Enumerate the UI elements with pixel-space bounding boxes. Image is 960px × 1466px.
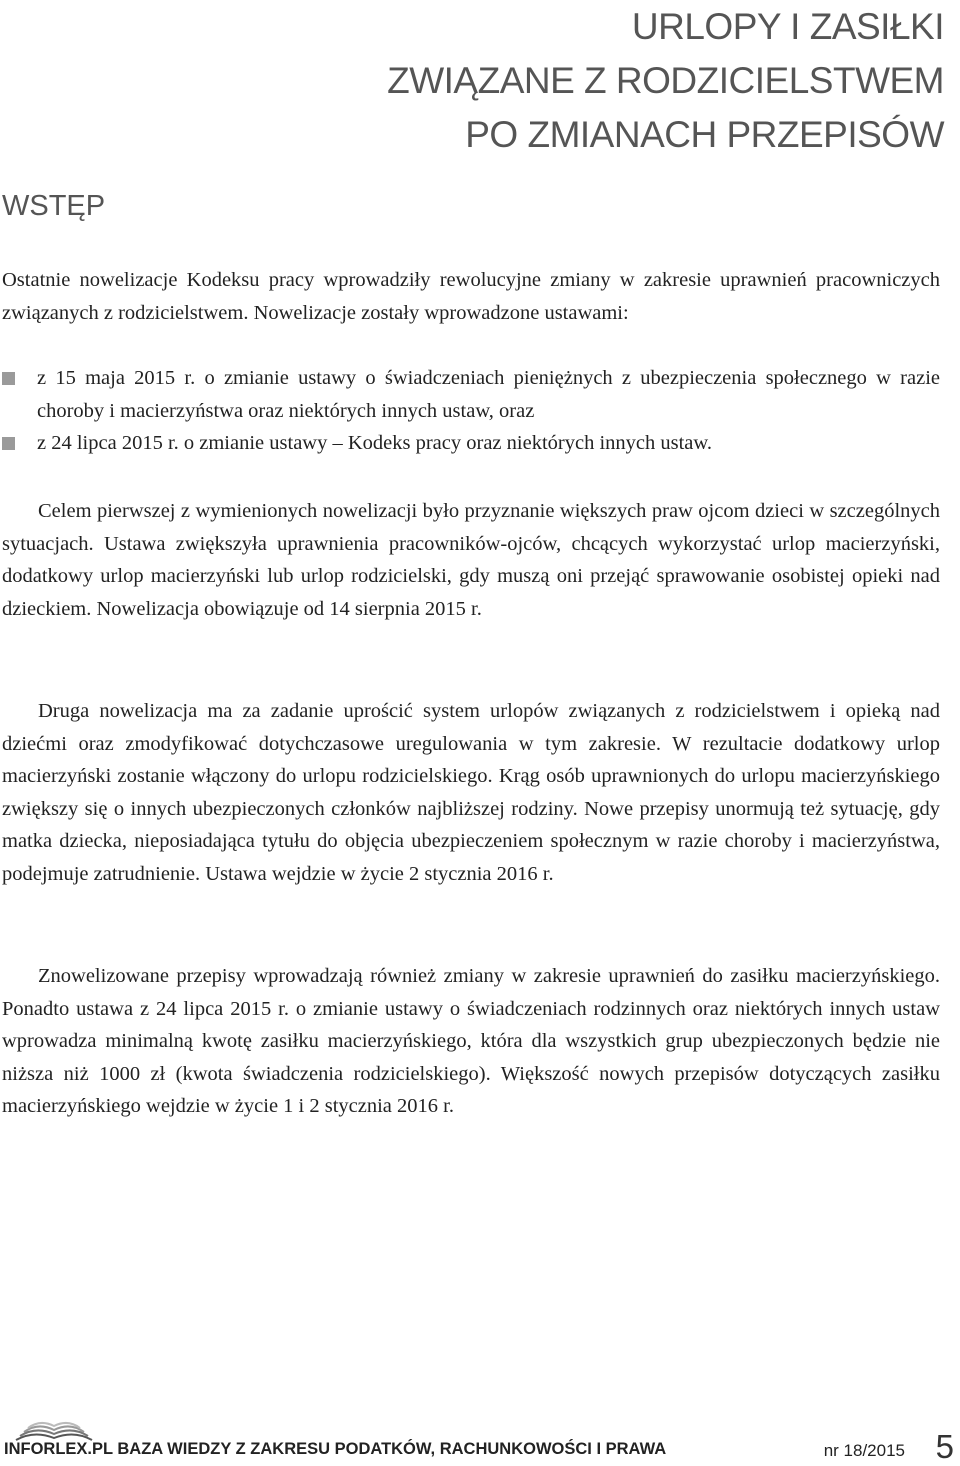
list-item-text: z 15 maja 2015 r. o zmianie ustawy o świadczeniach pieniężnych z ubezpieczenia społecznego w razie choroby i macierzyństwa oraz niektórych innych ustaw, oraz	[37, 367, 940, 422]
page-footer	[0, 1408, 960, 1464]
title-line-2: ZWIĄZANE Z RODZICIELSTWEM	[387, 60, 944, 101]
document-title	[0, 0, 944, 162]
page-number: 5	[935, 1428, 954, 1465]
list-item	[2, 362, 940, 427]
square-bullet-icon	[2, 372, 15, 385]
paragraph: Druga nowelizacja ma za zadanie uprościć system urlopów związanych z rodzicielstwem i opieką nad dziećmi oraz zmodyfikować dotychczasowe uregulowania w tym zakresie. W rezultacie dodatkowy urlop macierzyński zostanie włączony do urlopu rodzicielskiego. Krąg osób uprawnionych do urlopu macierzyńskiego zwiększy się o innych ubezpieczonych członków najbliższej rodziny. Nowe przepisy unormują też sytuację, gdy matka dziecka, nieposiadająca tytułu do objęcia ubezpieczeniem społecznym w razie choroby i macierzyństwa, podejmuje zatrudnienie. Ustawa wejdzie w życie 2 stycznia 2016 r.	[2, 700, 940, 885]
title-line-1: URLOPY I ZASIŁKI	[631, 6, 944, 47]
issue-number: nr 18/2015	[823, 1441, 905, 1460]
title-line-3: PO ZMIANACH PRZEPISÓW	[465, 114, 944, 155]
list-item-text: z 24 lipca 2015 r. o zmianie ustawy – Kodeks pracy oraz niektórych innych ustaw.	[37, 432, 712, 455]
list-item	[2, 427, 940, 460]
section-heading: WSTĘP	[2, 190, 106, 222]
footer-brand: INFORLEX.PL BAZA WIEDZY Z ZAKRESU PODATKÓW, RACHUNKOWOŚCI I PRAWA	[4, 1440, 667, 1458]
paragraph: Celem pierwszej z wymienionych nowelizacji było przyznanie większych praw ojcom dzieci w szczególnych sytuacjach. Ustawa zwiększyła uprawnienia pracowników-ojców, chcących wykorzystać urlop macierzyński, dodatkowy urlop macierzyński lub urlop rodzicielski, gdy muszą oni przejąć sprawowanie osobistej opieki nad dzieckiem. Nowelizacja obowiązuje od 14 sierpnia 2015 r.	[2, 500, 940, 620]
paragraph: Znowelizowane przepisy wprowadzają również zmiany w zakresie uprawnień do zasiłku macierzyńskiego. Ponadto ustawa z 24 lipca 2015 r. o zmianie ustawy o świadczeniach rodzinnych oraz niektórych innych ustaw wprowadza minimalną kwotę zasiłku macierzyńskiego, która dla wszystkich grup ubezpieczonych będzie nie niższa niż 1000 zł (kwota świadczenia rodzicielskiego). Większość nowych przepisów dotyczących zasiłku macierzyńskiego wejdzie w życie 1 i 2 stycznia 2016 r.	[2, 965, 940, 1118]
square-bullet-icon	[2, 437, 15, 450]
statute-list	[2, 362, 940, 460]
intro-paragraph: Ostatnie nowelizacje Kodeksu pracy wprowadziły rewolucyjne zmiany w zakresie uprawnień pracowniczych związanych z rodzicielstwem. Nowelizacje zostały wprowadzone ustawami:	[2, 269, 940, 324]
